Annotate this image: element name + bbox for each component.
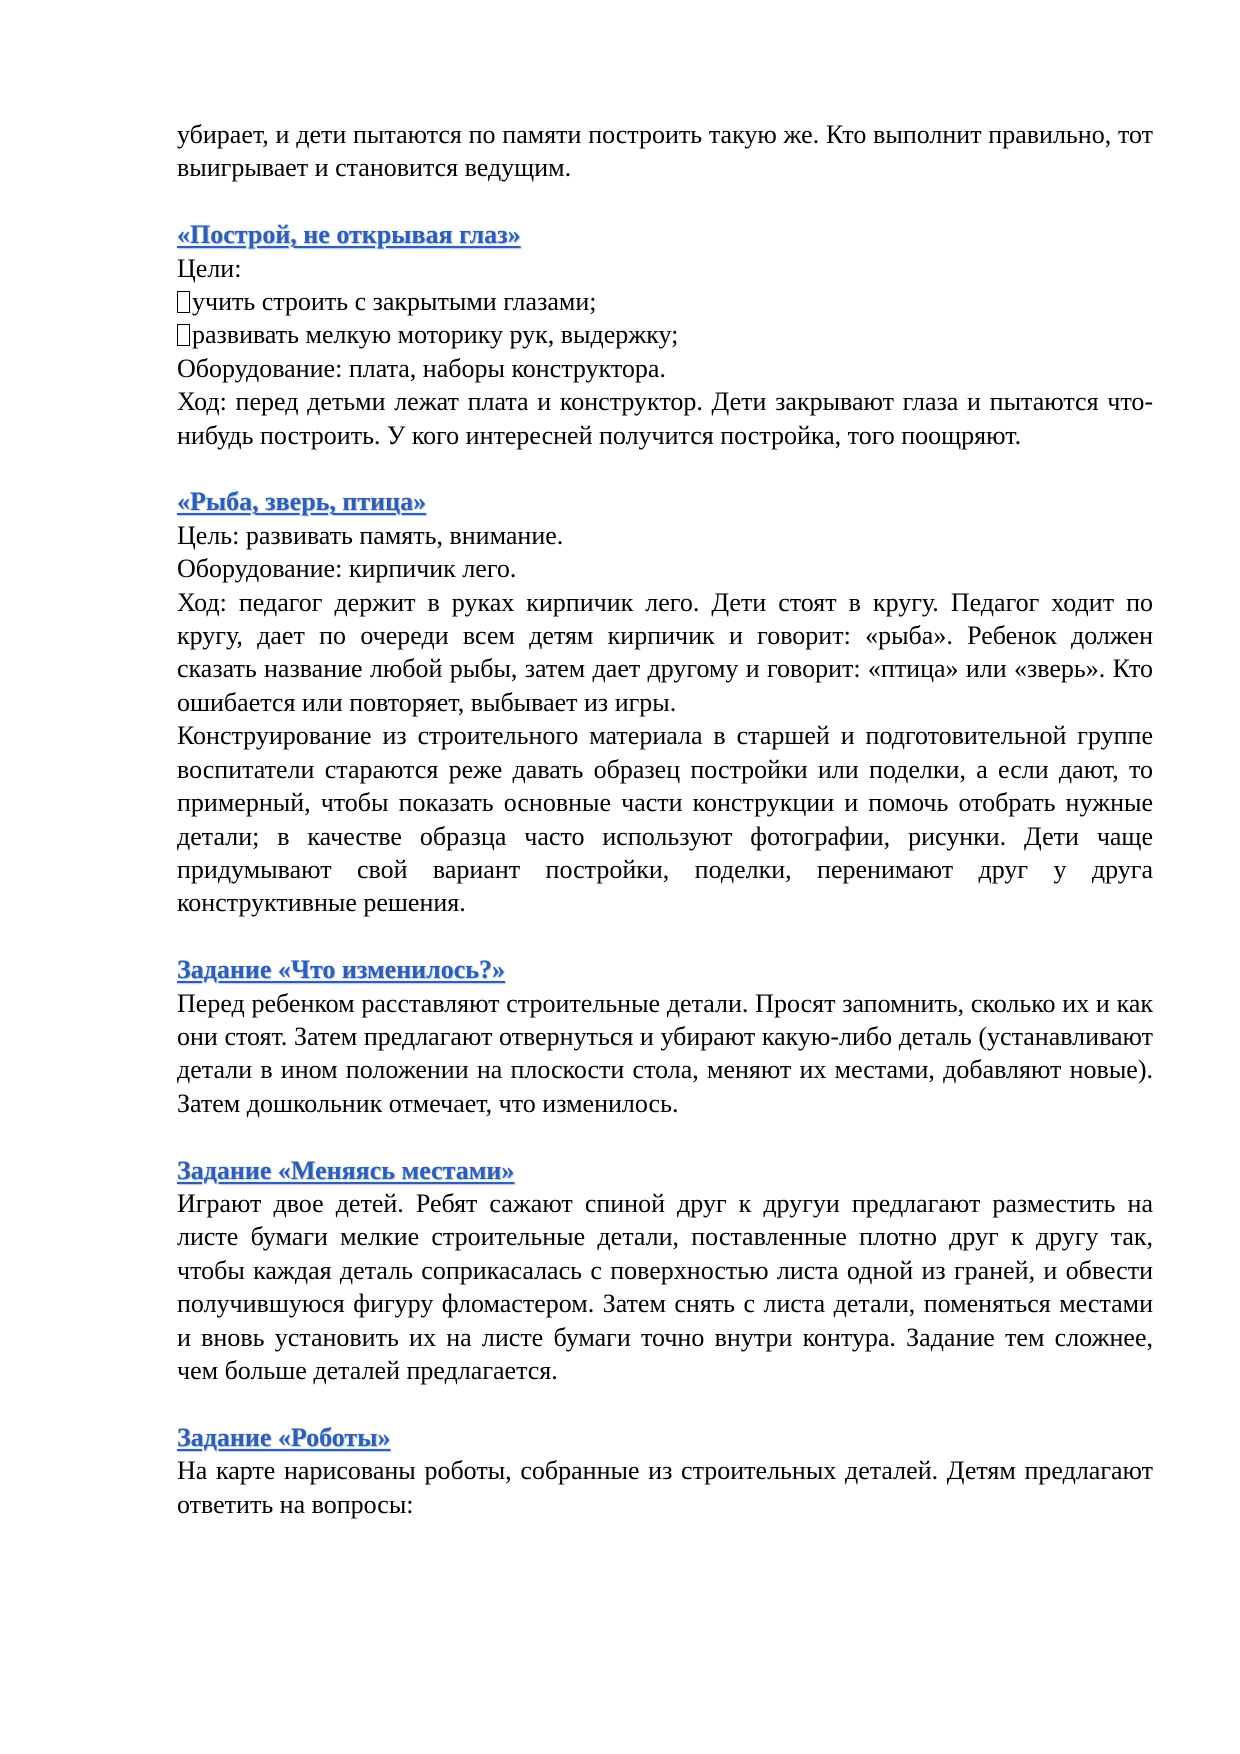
- game2-course: Ход: педагог держит в руках кирпичик лего. Дети стоят в кругу. Педагог ходит по кругу, дает по очереди всем детям кирпичик и говорит: «рыба». Ребенок должен сказать название любой рыбы, затем дает другому и говорит: «птица» или «зверь». Кто ошибается или повторяет, выбывает из игры.: [177, 587, 1153, 717]
- spacer: [177, 1387, 1153, 1420]
- game2-equipment: Оборудование: кирпичик лего.: [177, 554, 517, 584]
- game1-title: «Построй, не открывая глаз»: [177, 220, 521, 250]
- task3-title: Задание «Роботы»: [177, 1422, 391, 1452]
- game2-goal: Цель: развивать память, внимание.: [177, 520, 564, 550]
- spacer: [177, 1120, 1153, 1153]
- game2-title: «Рыба, зверь, птица»: [177, 487, 427, 517]
- task1-text: Перед ребенком расставляют строительные детали. Просят запомнить, сколько их и как они стоят. Затем предлагают отвернуться и убирают какую-либо деталь (устанавливают детали в ином положении на плоскости стола, меняют их местами, добавляют новые). Затем дошкольник отмечает, что изменилось.: [177, 988, 1153, 1118]
- document-page: [177, 118, 1153, 1521]
- task2-title: Задание «Меняясь местами»: [177, 1155, 515, 1185]
- spacer: [177, 452, 1153, 485]
- spacer: [177, 920, 1153, 953]
- game1-goal1-text: учить строить с закрытыми глазами;: [192, 287, 597, 317]
- game1-goals-label: Цели:: [177, 253, 242, 283]
- game1-course: Ход: перед детьми лежат плата и конструктор. Дети закрывают глаза и пытаются что-нибудь построить. У кого интересней получится постройка, того поощряют.: [177, 387, 1153, 450]
- game1-goal-item: [177, 285, 1153, 318]
- intro-paragraph: убирает, и дети пытаются по памяти построить такую же. Кто выполнит правильно, тот выигрывает и становится ведущим.: [177, 120, 1153, 183]
- game2-note: Конструирование из строительного материала в старшей и подготовительной группе воспитатели стараются реже давать образец постройки или поделки, а если дают, то примерный, чтобы показать основные части конструкции и помочь отобрать нужные детали; в качестве образца часто используют фотографии, рисунки. Дети чаще придумывают свой вариант постройки, поделки, перенимают друг у друга конструктивные решения.: [177, 721, 1153, 918]
- game1-goal2-text: развивать мелкую моторику рук, выдержку;: [192, 320, 679, 350]
- task3-text: На карте нарисованы роботы, собранные из строительных деталей. Детям предлагают ответить на вопросы:: [177, 1456, 1153, 1519]
- game1-goal-item: [177, 318, 1153, 351]
- game1-equipment: Оборудование: плата, наборы конструктора.: [177, 353, 666, 383]
- spacer: [177, 185, 1153, 218]
- task1-title: Задание «Что изменилось?»: [177, 955, 506, 985]
- bullet-box-icon: [177, 324, 190, 346]
- task2-text: Играют двое детей. Ребят сажают спиной друг к другуи предлагают разместить на листе бумаги мелкие строительные детали, поставленные плотно друг к другу так, чтобы каждая деталь соприкасалась с поверхностью листа одной из граней, и обвести получившуюся фигуру фломастером. Затем снять с листа детали, поменяться местами и вновь установить их на листе бумаги точно внутри контура. Задание тем сложнее, чем больше деталей предлагается.: [177, 1188, 1153, 1385]
- bullet-box-icon: [177, 291, 190, 313]
